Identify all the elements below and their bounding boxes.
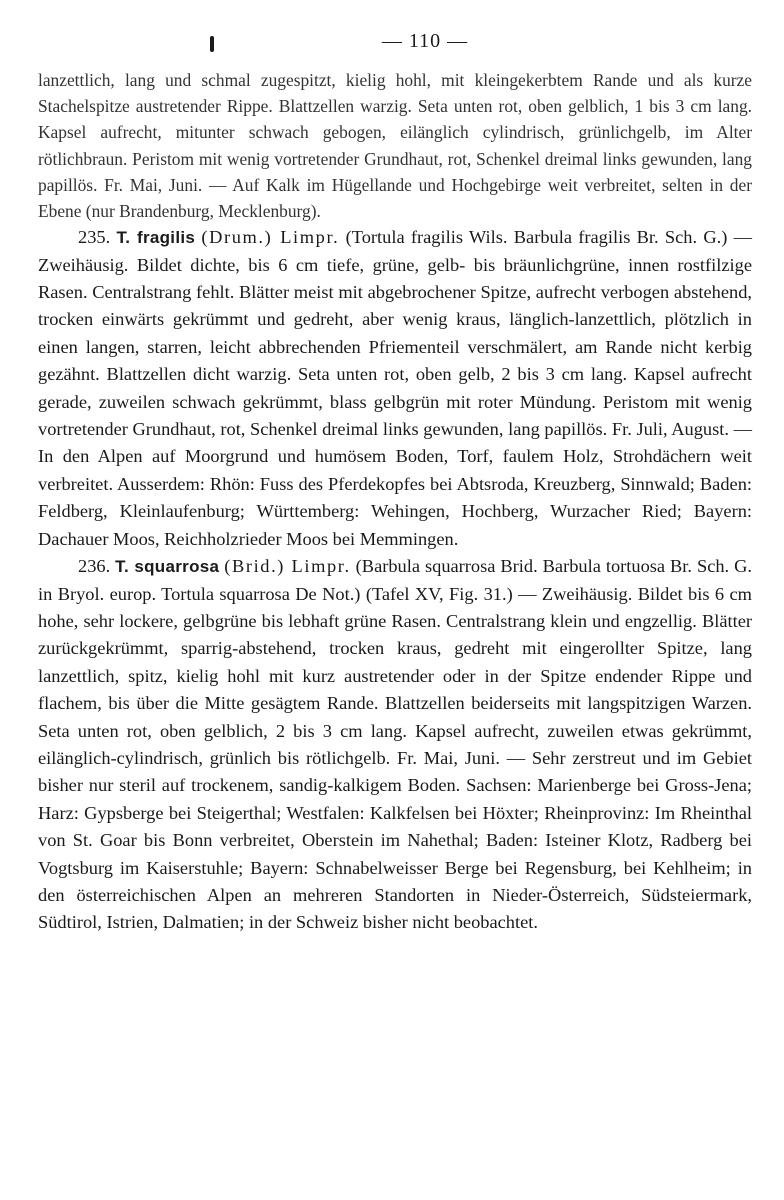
entry-236 (38, 553, 752, 937)
page-number: — 110 — (381, 30, 469, 52)
entry-235 (38, 224, 752, 553)
entry-text: (Tortula fragilis Wils. Barbula fragilis Br. Sch. G.) — Zweihäusig. Bildet dichte, bis 6 cm tiefe, grüne, gelb- bis bräunlichgrüne, innen rostfilzige Rasen. Centralstrang fehlt. Blätter meist mit abgebrochener Spitze, aufrecht verbogen abstehend, trocken einwärts gekrümmt und gedreht, aber wenig kraus, länglich-lanzettlich, plötzlich in einen langen, starren, leicht abbrechenden Pfriementeil verschmälert, am Rande nicht kerbig gezähnt. Blattzellen dicht warzig. Seta unten rot, oben gelb, 2 bis 3 cm lang. Kapsel aufrecht gerade, zuweilen schwach gekrümmt, blass gelbgrün mit roter Mündung. Peristom mit wenig vortretender Grundhaut, rot, Schenkel dreimal links gewunden, lang papillös. Fr. Juli, August. — In den Alpen auf Moorgrund und humösem Boden, Torf, faulem Holz, Strohdächern weit verbreitet. Ausserdem: Rhön: Fuss des Pferdekopfes bei Abtsroda, Kreuzberg, Sinnwald; Baden: Feldberg, Kleinlaufenburg; Württemberg: Wehingen, Hochberg, Wurzacher Ried; Bayern: Dachauer Moos, Reichholzrieder Moos bei Memmingen. (38, 227, 752, 549)
species-name: T. squarrosa (115, 557, 220, 577)
page (38, 30, 752, 937)
continuation-block (38, 67, 752, 224)
entry-text: (Barbula squarrosa Brid. Barbula tortuosa Br. Sch. G. in Bryol. europ. Tortula squarrosa De Not.) (Tafel XV, Fig. 31.) — Zweihäusig. Bildet bis 6 cm hohe, sehr lockere, gelbgrüne bis lebhaft grüne Rasen. Centralstrang klein und engzellig. Blätter zurückgekrümmt, sparrig-abstehend, trocken kraus, gedreht mit eingerollter Spitze, lang lanzettlich, spitz, kielig hohl mit kurz austretender oder in der Spitze endender Rippe und flachem, bis über die Mitte gesägtem Rande. Blattzellen beiderseits mit langspitzigen Warzen. Seta unten rot, oben gelblich, 2 bis 3 cm lang. Kapsel aufrecht, zuweilen etwas gekrümmt, eilänglich-cylindrisch, grünlich bis rötlichgelb. Fr. Mai, Juni. — Sehr zerstreut und im Gebiet bisher nur steril auf trockenem, sandig-kalkigem Boden. Sachsen: Marienberge bei Gross-Jena; Harz: Gypsberge bei Steigerthal; Westfalen: Kalkfelsen bei Höxter; Rheinprovinz: Im Rheinthal von St. Goar bis Bonn verbreitet, Oberstein im Nahethal; Baden: Isteiner Klotz, Radberg bei Vogtsburg im Kaiserstuhle; Bayern: Schnabelweisser Berge bei Regensburg, bei Kehlheim; in den österreichischen Alpen an mehreren Standorten in Nieder-Österreich, Südsteiermark, Südtirol, Istrien, Dalmatien; in der Schweiz bisher nicht beobachtet. (38, 556, 752, 933)
entry-number: 235. (78, 227, 111, 248)
species-author: (Drum.) Limpr. (201, 227, 340, 248)
species-name: T. fragilis (116, 228, 196, 248)
continuation-paragraph: lanzettlich, lang und schmal zugespitzt, kielig hohl, mit kleingekerbtem Rande und als kurze Stachelspitze austretender Rippe. Blattzellen warzig. Seta unten rot, oben gelblich, 1 bis 3 cm lang. Kapsel aufrecht, mitunter schwach gebogen, eilänglich cylindrisch, grünlichgelb, im Alter rötlichbraun. Peristom mit wenig vortretender Grundhaut, rot, Schenkel dreimal links gewunden, lang papillös. Fr. Mai, Juni. — Auf Kalk im Hügellande und Hochgebirge weit verbreitet, selten in der Ebene (nur Brandenburg, Mecklenburg). (38, 70, 752, 222)
entry-number: 236. (78, 556, 111, 577)
ink-mark (210, 36, 214, 52)
species-author: (Brid.) Limpr. (224, 556, 351, 577)
